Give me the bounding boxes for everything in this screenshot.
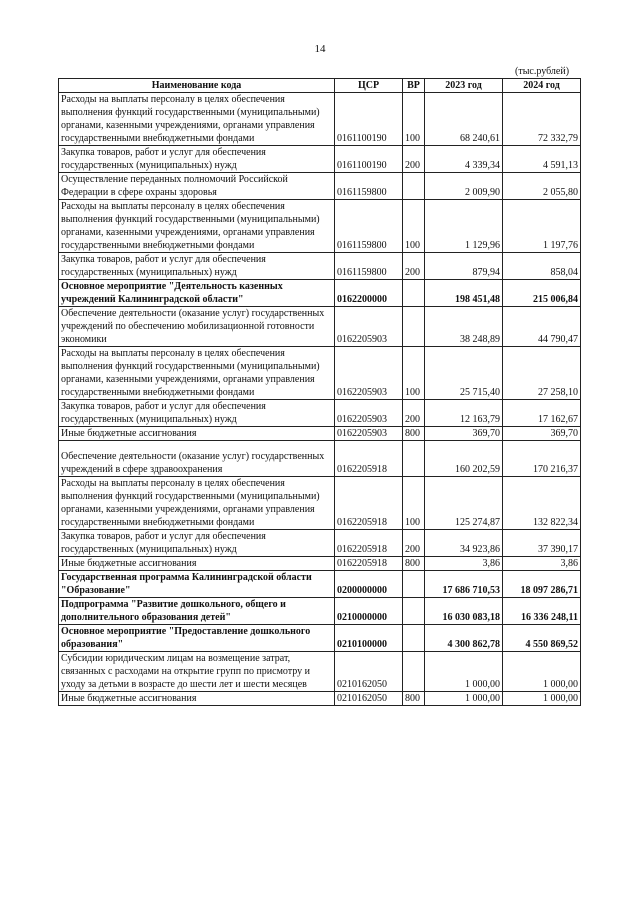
cell-2023: 2 009,90	[425, 173, 503, 200]
cell-vr: 800	[403, 557, 425, 571]
cell-2024: 18 097 286,71	[503, 571, 581, 598]
table-row	[59, 652, 581, 692]
cell-name: Закупка товаров, работ и услуг для обеспечения государственных (муниципальных) нужд	[59, 146, 335, 173]
table-row	[59, 427, 581, 441]
header-vr: ВР	[403, 79, 425, 93]
table-row	[59, 598, 581, 625]
cell-vr: 800	[403, 427, 425, 441]
cell-vr: 200	[403, 530, 425, 557]
cell-2024: 17 162,67	[503, 400, 581, 427]
header-2024: 2024 год	[503, 79, 581, 93]
cell-2024: 4 550 869,52	[503, 625, 581, 652]
cell-vr: 200	[403, 146, 425, 173]
cell-vr	[403, 307, 425, 347]
cell-name: Основное мероприятие "Предоставление дошкольного образования"	[59, 625, 335, 652]
table-row	[59, 400, 581, 427]
cell-vr: 100	[403, 200, 425, 253]
cell-name: Субсидии юридическим лицам на возмещение затрат, связанных с расходами на открытие групп по присмотру и уходу за детьми в возрасте до шести лет и шести месяцев	[59, 652, 335, 692]
cell-name: Расходы на выплаты персоналу в целях обеспечения выполнения функций государственными (муниципальными) органами, казенными учреждениями, органами управления государственными внебюджетными фондами	[59, 93, 335, 146]
cell-csr: 0162205918	[335, 477, 403, 530]
cell-vr: 200	[403, 253, 425, 280]
cell-name: Иные бюджетные ассигнования	[59, 692, 335, 706]
header-2023: 2023 год	[425, 79, 503, 93]
cell-2024: 3,86	[503, 557, 581, 571]
cell-name: Государственная программа Калининградской области "Образование"	[59, 571, 335, 598]
cell-2024: 4 591,13	[503, 146, 581, 173]
table-row	[59, 93, 581, 146]
cell-2023: 160 202,59	[425, 441, 503, 477]
cell-2024: 37 390,17	[503, 530, 581, 557]
cell-2023: 1 129,96	[425, 200, 503, 253]
cell-name: Расходы на выплаты персоналу в целях обеспечения выполнения функций государственными (муниципальными) органами, казенными учреждениями, органами управления государственными внебюджетными фондами	[59, 347, 335, 400]
cell-csr: 0161159800	[335, 253, 403, 280]
cell-2023: 369,70	[425, 427, 503, 441]
cell-vr	[403, 652, 425, 692]
table-row	[59, 253, 581, 280]
cell-vr: 100	[403, 93, 425, 146]
cell-csr: 0210162050	[335, 652, 403, 692]
cell-name: Иные бюджетные ассигнования	[59, 557, 335, 571]
cell-vr: 200	[403, 400, 425, 427]
cell-csr: 0161159800	[335, 200, 403, 253]
table-body	[59, 93, 581, 706]
cell-2024: 44 790,47	[503, 307, 581, 347]
cell-vr	[403, 625, 425, 652]
cell-2024: 132 822,34	[503, 477, 581, 530]
table-row	[59, 557, 581, 571]
cell-vr	[403, 280, 425, 307]
cell-name: Обеспечение деятельности (оказание услуг) государственных учреждений в сфере здравоохранения	[59, 441, 335, 477]
cell-vr	[403, 173, 425, 200]
table-row	[59, 477, 581, 530]
cell-2024: 170 216,37	[503, 441, 581, 477]
cell-2023: 34 923,86	[425, 530, 503, 557]
table-row	[59, 173, 581, 200]
cell-name: Иные бюджетные ассигнования	[59, 427, 335, 441]
cell-vr: 100	[403, 477, 425, 530]
cell-name: Расходы на выплаты персоналу в целях обеспечения выполнения функций государственными (муниципальными) органами, казенными учреждениями, органами управления государственными внебюджетными фондами	[59, 477, 335, 530]
cell-vr: 100	[403, 347, 425, 400]
cell-name: Закупка товаров, работ и услуг для обеспечения государственных (муниципальных) нужд	[59, 530, 335, 557]
table-row	[59, 625, 581, 652]
table-header-row	[59, 79, 581, 93]
cell-2024: 858,04	[503, 253, 581, 280]
table-row	[59, 530, 581, 557]
cell-csr: 0162205903	[335, 427, 403, 441]
cell-name: Расходы на выплаты персоналу в целях обеспечения выполнения функций государственными (муниципальными) органами, казенными учреждениями, органами управления государственными внебюджетными фондами	[59, 200, 335, 253]
table-row	[59, 307, 581, 347]
cell-2024: 2 055,80	[503, 173, 581, 200]
cell-csr: 0162205918	[335, 441, 403, 477]
table-row	[59, 441, 581, 477]
cell-2023: 4 339,34	[425, 146, 503, 173]
cell-2023: 38 248,89	[425, 307, 503, 347]
cell-2024: 1 000,00	[503, 692, 581, 706]
cell-name: Закупка товаров, работ и услуг для обеспечения государственных (муниципальных) нужд	[59, 400, 335, 427]
cell-name: Осуществление переданных полномочий Российской Федерации в сфере охраны здоровья	[59, 173, 335, 200]
cell-2023: 17 686 710,53	[425, 571, 503, 598]
table-row	[59, 280, 581, 307]
cell-2023: 12 163,79	[425, 400, 503, 427]
table-row	[59, 347, 581, 400]
table-row	[59, 200, 581, 253]
cell-name: Основное мероприятие "Деятельность казенных учреждений Калининградской области"	[59, 280, 335, 307]
cell-csr: 0162205903	[335, 347, 403, 400]
cell-2024: 1 000,00	[503, 652, 581, 692]
cell-csr: 0162205903	[335, 307, 403, 347]
cell-2023: 16 030 083,18	[425, 598, 503, 625]
cell-2023: 4 300 862,78	[425, 625, 503, 652]
cell-2024: 1 197,76	[503, 200, 581, 253]
table-row	[59, 692, 581, 706]
table-row	[59, 571, 581, 598]
cell-2024: 369,70	[503, 427, 581, 441]
cell-name: Закупка товаров, работ и услуг для обеспечения государственных (муниципальных) нужд	[59, 253, 335, 280]
cell-2024: 16 336 248,11	[503, 598, 581, 625]
cell-csr: 0162205903	[335, 400, 403, 427]
cell-2023: 25 715,40	[425, 347, 503, 400]
cell-csr: 0161100190	[335, 146, 403, 173]
cell-name: Обеспечение деятельности (оказание услуг) государственных учреждений по обеспечению мобилизационной готовности экономики	[59, 307, 335, 347]
cell-csr: 0200000000	[335, 571, 403, 598]
cell-2024: 27 258,10	[503, 347, 581, 400]
cell-vr	[403, 571, 425, 598]
header-csr: ЦСР	[335, 79, 403, 93]
cell-csr: 0210000000	[335, 598, 403, 625]
cell-2023: 1 000,00	[425, 692, 503, 706]
cell-csr: 0210162050	[335, 692, 403, 706]
cell-csr: 0161100190	[335, 93, 403, 146]
cell-2023: 198 451,48	[425, 280, 503, 307]
cell-vr	[403, 598, 425, 625]
budget-table	[58, 78, 581, 706]
cell-2023: 125 274,87	[425, 477, 503, 530]
cell-2024: 72 332,79	[503, 93, 581, 146]
cell-2024: 215 006,84	[503, 280, 581, 307]
cell-csr: 0210100000	[335, 625, 403, 652]
cell-csr: 0162205918	[335, 530, 403, 557]
cell-csr: 0161159800	[335, 173, 403, 200]
units-label: (тыс.рублей)	[515, 66, 570, 77]
page-number: 14	[314, 43, 326, 55]
cell-vr	[403, 441, 425, 477]
cell-vr: 800	[403, 692, 425, 706]
cell-csr: 0162200000	[335, 280, 403, 307]
cell-2023: 68 240,61	[425, 93, 503, 146]
cell-csr: 0162205918	[335, 557, 403, 571]
cell-2023: 1 000,00	[425, 652, 503, 692]
cell-2023: 3,86	[425, 557, 503, 571]
header-name: Наименование кода	[59, 79, 335, 93]
cell-2023: 879,94	[425, 253, 503, 280]
cell-name: Подпрограмма "Развитие дошкольного, общего и дополнительного образования детей"	[59, 598, 335, 625]
table-row	[59, 146, 581, 173]
